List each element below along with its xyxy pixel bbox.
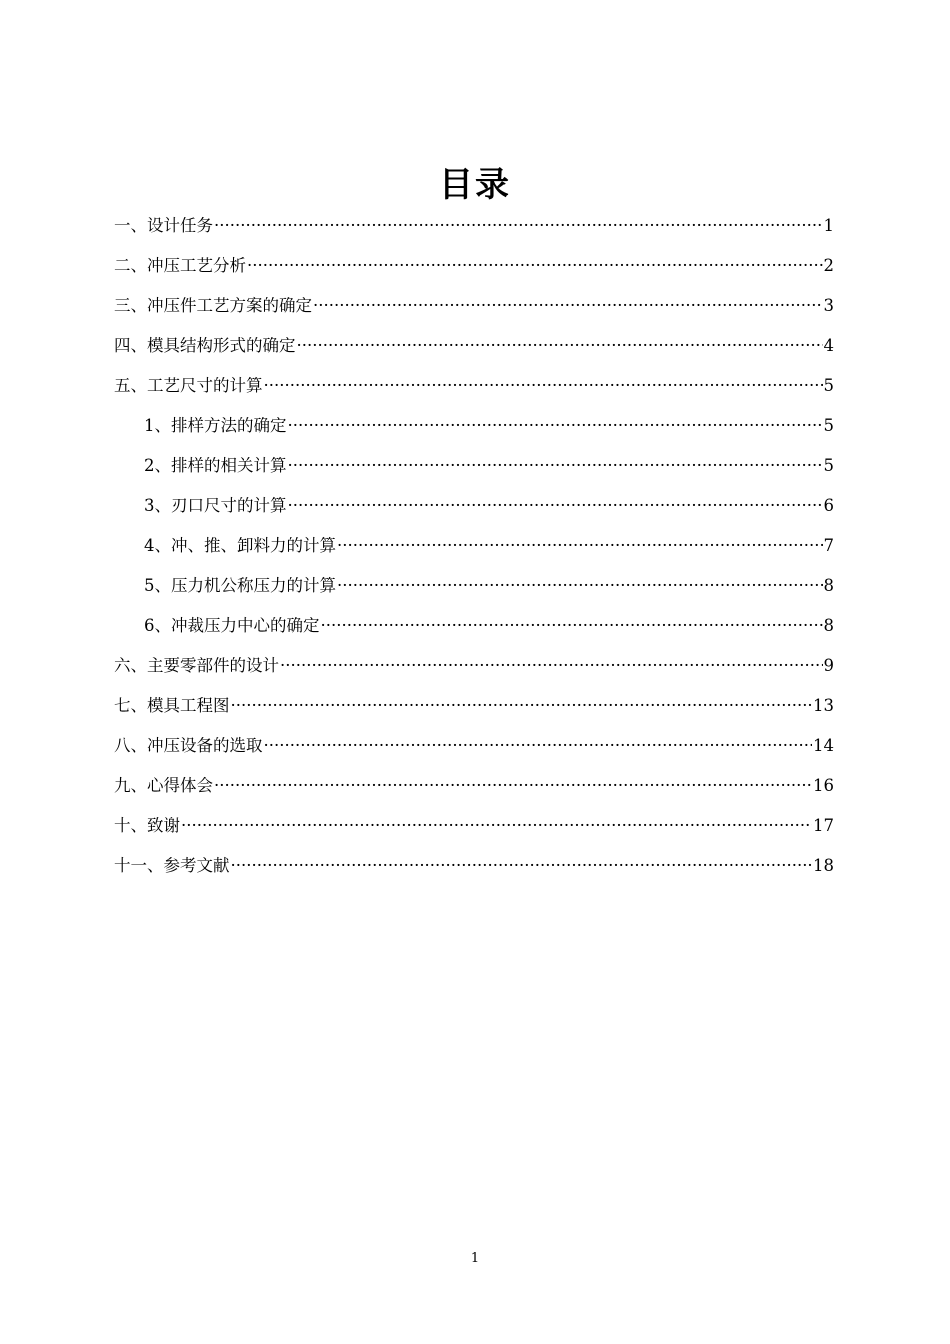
toc-leader-dots: [264, 726, 813, 766]
toc-entry-page: 16: [813, 776, 834, 795]
toc-entry-label: 四、模具结构形式的确定: [114, 336, 296, 355]
toc-entry-page: 14: [813, 736, 834, 755]
toc-leader-dots: [280, 646, 823, 686]
toc-entry-page: 8: [823, 576, 834, 595]
toc-entry-label: 十、致谢: [114, 816, 180, 835]
toc-subentry[interactable]: [114, 606, 834, 646]
toc-entry[interactable]: [114, 766, 834, 806]
toc-subentry[interactable]: [114, 446, 834, 486]
toc-subentry[interactable]: [114, 566, 834, 606]
toc-entry-page: 7: [823, 536, 834, 555]
toc-entry[interactable]: [114, 206, 834, 246]
toc-entry-label: 2、排样的相关计算: [144, 456, 287, 475]
page-title: 目录: [439, 164, 511, 205]
toc-leader-dots: [247, 246, 823, 286]
toc-entry-label: 3、刃口尺寸的计算: [144, 496, 287, 515]
toc-leader-dots: [214, 766, 812, 806]
toc-leader-dots: [181, 806, 812, 846]
toc-leader-dots: [321, 606, 823, 646]
toc-subentry[interactable]: [114, 486, 834, 526]
toc-entry-label: 二、冲压工艺分析: [114, 256, 246, 275]
toc-entry-label: 5、压力机公称压力的计算: [144, 576, 336, 595]
toc-leader-dots: [231, 846, 813, 886]
toc-leader-dots: [288, 406, 823, 446]
toc-entry[interactable]: [114, 246, 834, 286]
toc-entry-label: 五、工艺尺寸的计算: [114, 376, 263, 395]
toc-entry[interactable]: [114, 846, 834, 886]
toc-entry-page: 3: [823, 296, 834, 315]
toc-entry-page: 5: [823, 376, 834, 395]
toc-leader-dots: [288, 486, 823, 526]
toc-entry-label: 六、主要零部件的设计: [114, 656, 279, 675]
toc-entry-page: 8: [823, 616, 834, 635]
toc-leader-dots: [337, 526, 823, 566]
toc-entry-page: 1: [823, 216, 834, 235]
toc-entry-page: 5: [823, 416, 834, 435]
toc-entry[interactable]: [114, 686, 834, 726]
toc-entry[interactable]: [114, 366, 834, 406]
toc-entry-page: 5: [823, 456, 834, 475]
toc-entry[interactable]: [114, 806, 834, 846]
toc-leader-dots: [231, 686, 813, 726]
toc-leader-dots: [313, 286, 823, 326]
toc-entry-page: 2: [823, 256, 834, 275]
toc-entry-label: 一、设计任务: [114, 216, 213, 235]
toc-entry-page: 13: [813, 696, 834, 715]
toc-entry-page: 6: [823, 496, 834, 515]
toc-subentry[interactable]: [114, 526, 834, 566]
toc-leader-dots: [214, 206, 823, 246]
toc-subentry[interactable]: [114, 406, 834, 446]
toc-entry[interactable]: [114, 726, 834, 766]
page-number: 1: [470, 1251, 480, 1266]
toc-entry-page: 17: [813, 816, 834, 835]
toc-entry-page: 9: [823, 656, 834, 675]
toc-entry-label: 1、排样方法的确定: [144, 416, 287, 435]
toc-leader-dots: [337, 566, 823, 606]
toc-entry-label: 十一、参考文献: [114, 856, 230, 875]
toc-leader-dots: [264, 366, 823, 406]
toc-entry-label: 九、心得体会: [114, 776, 213, 795]
toc-entry-label: 七、模具工程图: [114, 696, 230, 715]
toc-entry[interactable]: [114, 326, 834, 366]
toc-entry-label: 三、冲压件工艺方案的确定: [114, 296, 312, 315]
toc-entry-label: 6、冲裁压力中心的确定: [144, 616, 320, 635]
toc-entry[interactable]: [114, 286, 834, 326]
toc-entry-page: 4: [823, 336, 834, 355]
toc-leader-dots: [297, 326, 823, 366]
table-of-contents: [114, 206, 834, 886]
toc-entry-label: 4、冲、推、卸料力的计算: [144, 536, 336, 555]
toc-leader-dots: [288, 446, 823, 486]
toc-entry-label: 八、冲压设备的选取: [114, 736, 263, 755]
toc-entry-page: 18: [813, 856, 834, 875]
toc-entry[interactable]: [114, 646, 834, 686]
